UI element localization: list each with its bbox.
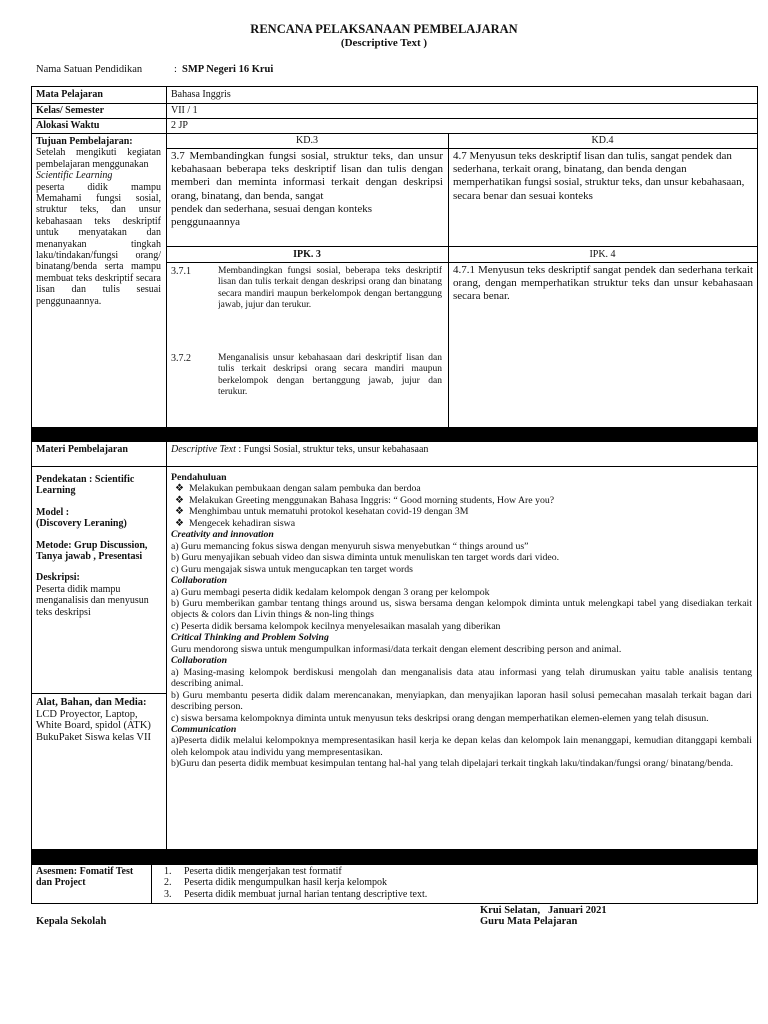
asesmen-list <box>152 866 752 900</box>
materi-italic: Descriptive Text <box>171 444 236 455</box>
collaboration-heading: Collaboration <box>171 655 228 667</box>
list-item: ❖ Melakukan pembukaan dengan salam pembuka dan berdoa <box>175 483 421 495</box>
ipk3-header: IPK. 3 <box>293 249 321 260</box>
tujuan-p1-italic: Scientific Learning <box>36 170 113 182</box>
list-item: a) Masing-masing kelompok berdiskusi mengolah dan menganalisis data atau informasi yang telah dirumuskan yaitu table analisis tentang describing animal. <box>171 666 752 690</box>
approach-block <box>36 474 164 618</box>
list-item: ❖ Melakukan Greeting menggunakan Bahasa Inggris: “ Good morning students, How Are you? <box>175 494 555 506</box>
activity-block <box>171 472 752 770</box>
list-item: b)Guru dan peserta didik membuat kesimpulan tentang hal-hal yang telah dipelajari terkait tingkah laku/tindakan/fungsi orang/ binatang/benda. <box>171 758 734 770</box>
deskripsi-text: Peserta didik mampu menganalisis dan menyusun teks deskripsi <box>36 583 149 618</box>
subject-label: Mata Pelajaran <box>36 89 103 100</box>
tujuan-p2: peserta didik mampu Memahami fungsi sosial, struktur teks, dan unsur kebahasaan teks deskriptif untuk menyatakan dan menanyakan tingkah laku/tindakan/fungsi orang/ binatang/benda serta mampu membuat teks deskriptif secara lisan dan tulis sesuai penggunaannya. <box>36 181 161 307</box>
list-item: a)Peserta didik melalui kelompoknya mempresentasikan hasil kerja ke depan kelas dan kelompok lain menanggapi, kemudian ditanggapi kembali oleh kelompok atau individu yang mempresentasikan. <box>171 735 752 758</box>
communication-heading: Communication <box>171 723 237 735</box>
ipk-item-text: Membandingkan fungsi sosial, beberapa teks deskriptif lisan dan tulis terkait dengan deskripsi orang dan binatang secara mandiri maupun berkelompok dengan bertanggung jawab, jujur dan terukur. <box>218 266 442 311</box>
page-title: RENCANA PELAKSANAAN PEMBELAJARAN <box>250 22 518 36</box>
place-date: Krui Selatan, Januari 2021 <box>480 905 607 916</box>
ipk4-header: IPK. 4 <box>589 249 616 260</box>
materi-label: Materi Pembelajaran <box>36 444 128 455</box>
time-label: Alokasi Waktu <box>36 120 100 131</box>
list-item: b) Guru menyajikan sebuah video dan siswa diminta untuk menuliskan ten target words dari video. <box>171 552 560 564</box>
model-label: Model : <box>36 506 70 518</box>
kd3-header: KD.3 <box>296 135 318 146</box>
kd3-text <box>171 150 443 229</box>
ipk-item-num: 3.7.1 <box>171 266 191 277</box>
kepala-sekolah: Kepala Sekolah <box>36 916 107 927</box>
asesmen-label: Asesmen: Fomatif Test dan Project <box>36 866 134 889</box>
media-block <box>36 697 164 743</box>
creativity-heading: Creativity and innovation <box>171 529 274 541</box>
tujuan-block <box>36 136 161 307</box>
school-label: Nama Satuan Pendidikan <box>36 64 143 75</box>
kd4-text: 4.7 Menyusun teks deskriptif lisan dan tulis, sangat pendek dan sederhana, terkait orang, binatang, dan benda dengan memperhatikan fungsi sosial, struktur teks, dan unsur kebahasaan, secara benar dan sesuai konteks <box>453 150 745 202</box>
ipk4-text: 4.7.1 Menyusun teks deskriptif sangat pendek dan sederhana terkait orang, dengan memperhatikan struktur teks dan unsur kebahasaan secara benar. <box>453 264 753 303</box>
ipk-item-text: Menganalisis unsur kebahasaan dari deskriptif lisan dan tulis terkait deskripsi orang secara mandiri maupun berkelompok dengan bertanggung jawab, jujur dan terukur. <box>218 353 442 398</box>
model-value: (Discovery Leraning) <box>36 518 127 530</box>
list-item: a) Guru membagi peserta didik kedalam kelompok dengan 3 orang per kelompok <box>171 586 490 598</box>
school-name: SMP Negeri 16 Krui <box>182 64 274 75</box>
class-label: Kelas/ Semester <box>36 105 105 116</box>
list-item: Guru mendorong siswa untuk mengumpulkan informasi/data terkait dengan element describing person and animal. <box>171 643 622 655</box>
class-value: VII / 1 <box>171 105 198 116</box>
metode: Metode: Grup Discussion, Tanya jawab , Presentasi <box>36 539 148 563</box>
list-item: ❖ Mengecek kehadiran siswa <box>175 517 296 529</box>
list-item: c) siswa bersama kelompoknya diminta untuk menyusun teks deskripsi orang dengan memperhatikan elemen-elemen yang telah disusun. <box>171 712 709 724</box>
pendahuluan-heading: Pendahuluan <box>171 472 227 483</box>
list-item: 2. Peserta didik mengumpulkan hasil kerja kelompok <box>164 877 388 889</box>
materi-content <box>171 444 751 455</box>
list-item: c) Guru mengajak siswa untuk mengucapkan ten target words <box>171 563 413 575</box>
tujuan-title: Tujuan Pembelajaran: <box>36 136 133 147</box>
list-item: b) Guru memberikan gambar tentang things around us, siswa bersama dengan kelompok diminta untuk melengkapi tabel yang disediakan terkait objects & colors dan Livin things & non-ling things <box>171 597 752 621</box>
guru-mata-pelajaran: Guru Mata Pelajaran <box>480 916 578 927</box>
time-value: 2 JP <box>171 120 188 131</box>
kd3-text-part1: 3.7 Membandingkan fungsi sosial, struktur teks, dan unsur kebahasaan beberapa teks deskriptif lisan dan tulis dengan memberi dan meminta informasi terkait dengan deskripsi orang, binatang, dan benda, sangat <box>171 150 443 202</box>
collaboration-heading: Collaboration <box>171 575 228 587</box>
kd4-header: KD.4 <box>591 135 614 146</box>
alat-label: Alat, Bahan, dan Media: <box>36 697 147 708</box>
list-item: a) Guru memancing fokus siswa dengan menyuruh siswa menyebutkan “ things around us” <box>171 540 529 552</box>
pendekatan: Pendekatan : Scientific Learning <box>36 474 135 497</box>
ipk-item-num: 3.7.2 <box>171 353 191 364</box>
list-item: c) Peserta didik bersama kelompok kecilnya menyelesaikan masalah yang diberikan <box>171 620 501 632</box>
list-item: ❖ Menghimbau untuk mematuhi protokol kesehatan covid-19 dengan 3M <box>175 506 469 518</box>
list-item: 3. Peserta didik membuat jurnal harian tentang descriptive text. <box>164 888 428 900</box>
page-subtitle: (Descriptive Text ) <box>340 37 428 49</box>
kd3-text-part2: pendek dan sederhana, sesuai dengan konteks penggunaannya <box>171 202 372 229</box>
list-item: b) Guru membantu peserta didik dalam merencanakan, menyiapkan, dan menyajikan laporan hasil solusi pemecahan masalah terkait bagan dari describing person. <box>171 689 752 713</box>
school-sep: : <box>174 64 177 75</box>
alat-text: LCD Proyector, Laptop, White Board, spidol (ATK) BukuPaket Siswa kelas VII <box>36 708 152 743</box>
materi-text: : Fungsi Sosial, struktur teks, unsur kebahasaan <box>238 444 429 455</box>
deskripsi-label: Deskripsi: <box>36 572 80 584</box>
tujuan-p1: Setelah mengikuti kegiatan pembelajaran menggunakan <box>36 147 161 170</box>
list-item: 1. Peserta didik mengerjakan test formatif <box>164 866 342 877</box>
subject-value: Bahasa Inggris <box>171 89 231 100</box>
critical-heading: Critical Thinking and Problem Solving <box>171 632 329 644</box>
